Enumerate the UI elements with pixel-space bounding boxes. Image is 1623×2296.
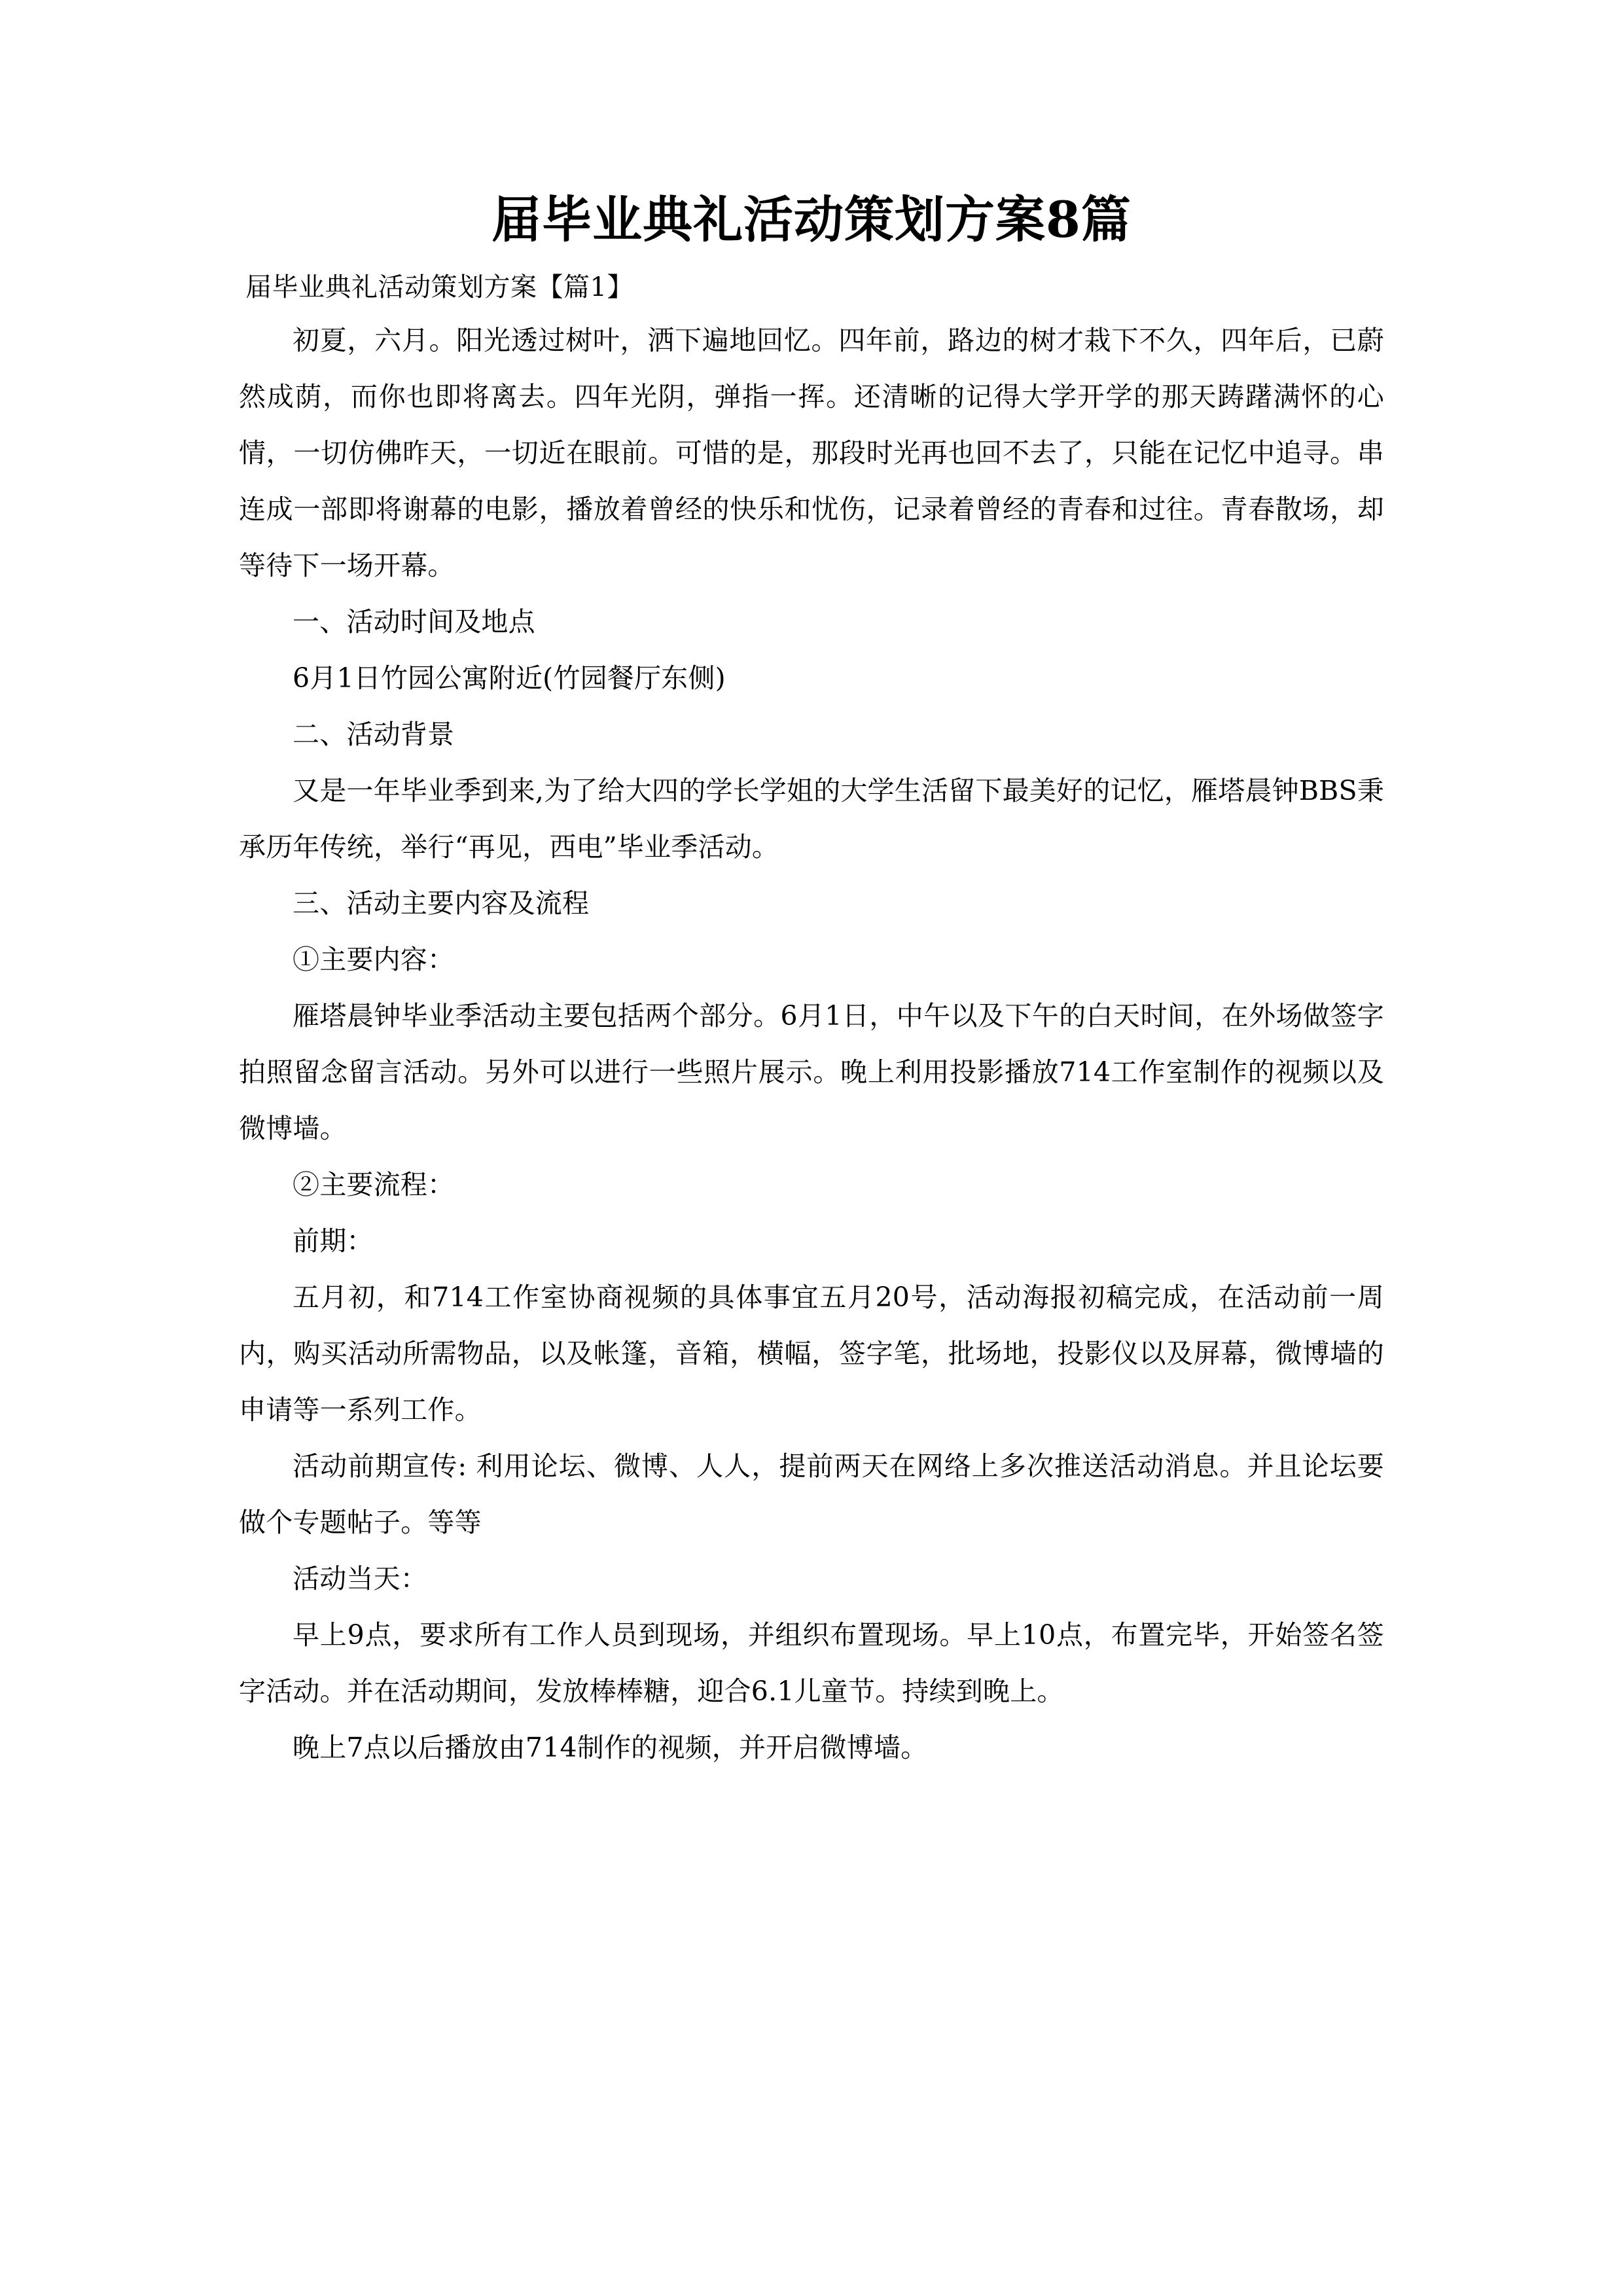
paragraph-intro: 初夏，六月。阳光透过树叶，洒下遍地回忆。四年前，路边的树才栽下不久，四年后，已蔚然成荫，而你也即将离去。四年光阴，弹指一挥。还清晰的记得大学开学的那天踌躇满怀的心情，一切仿佛昨天，一切近在眼前。可惜的是，那段时光再也回不去了，只能在记忆中追寻。串连成一部即将谢幕的电影，播放着曾经的快乐和忧伤，记录着曾经的青春和过往。青春散场，却等待下一场开幕。 — [239, 324, 1384, 581]
paragraph-event-day-evening: 晚上7点以后播放由714制作的视频，并开启微博墙。 — [293, 1731, 928, 1763]
paragraph-preparation: 五月初，和714工作室协商视频的具体事宜五月20号，活动海报初稿完成，在活动前一周内，购买活动所需物品，以及帐篷，音箱，横幅，签字笔，批场地，投影仪以及屏幕，微博墙的申请等一系列工作。 — [239, 1281, 1384, 1426]
document-content — [239, 0, 1384, 1776]
paragraph-section-2-body: 又是一年毕业季到来,为了给大四的学长学姐的大学生活留下最美好的记忆，雁塔晨钟BBS秉承历年传统，举行“再见，西电”毕业季活动。 — [239, 774, 1384, 863]
label-preparation: 前期： — [293, 1225, 374, 1257]
heading-section-3: 三、活动主要内容及流程 — [293, 887, 590, 919]
paragraph-event-day-morning: 早上9点，要求所有工作人员到现场，并组织布置现场。早上10点，布置完毕，开始签名签字活动。并在活动期间，发放棒棒糖，迎合6.1儿童节。持续到晚上。 — [239, 1619, 1384, 1707]
label-main-content: ①主要内容： — [293, 943, 455, 975]
label-main-process: ②主要流程： — [293, 1168, 455, 1200]
paragraph-main-content: 雁塔晨钟毕业季活动主要包括两个部分。6月1日，中午以及下午的白天时间，在外场做签字拍照留念留言活动。另外可以进行一些照片展示。晚上利用投影播放714工作室制作的视频以及微博墙。 — [239, 999, 1384, 1144]
paragraph-promotion: 活动前期宣传: 利用论坛、微博、人人，提前两天在网络上多次推送活动消息。并且论坛要做个专题帖子。等等 — [239, 1450, 1384, 1538]
heading-section-1: 一、活动时间及地点 — [293, 605, 535, 637]
heading-section-2: 二、活动背景 — [293, 718, 455, 750]
document-subtitle: 届毕业典礼活动策划方案【篇1】 — [245, 272, 633, 302]
paragraph-section-1-body: 6月1日竹园公寓附近(竹园餐厅东侧) — [293, 662, 726, 694]
label-event-day: 活动当天： — [293, 1562, 427, 1594]
page-title: 届毕业典礼活动策划方案8篇 — [491, 190, 1132, 249]
